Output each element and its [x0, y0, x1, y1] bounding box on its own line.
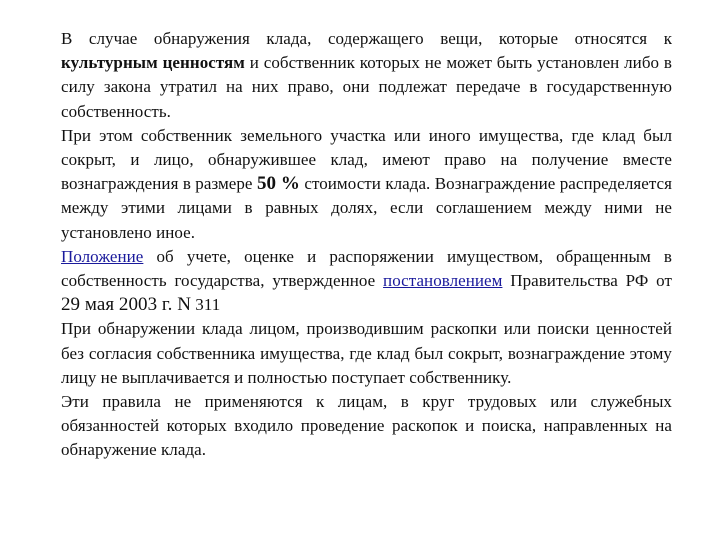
- paragraph-cultural-values: [61, 27, 672, 124]
- paragraph-3-text-start: об учете, оценке и распоряжении имуществом, обращенным в собственность государства, утвержденное: [61, 246, 672, 291]
- paragraph-exceptions: Эти правила не применяются к лицам, в круг трудовых или служебных обязанностей которых входило проведение раскопок и поиска, направленных на обнаружение клада.: [61, 392, 672, 460]
- resolution-date: 29 мая 2003 г. N: [61, 294, 191, 316]
- paragraph-2-text-end: стоимости клада. Вознаграждение распределяется между этими лицами в равных долях, если соглашением между ними не установлено иное.: [61, 174, 673, 242]
- paragraph-1-text-end: и собственник которых не может быть установлен либо в силу закона утратил на них право, они подлежат передаче в государственную собственность.: [61, 53, 672, 121]
- reward-percent: 50 %: [256, 173, 300, 195]
- resolution-number: 311: [191, 295, 221, 315]
- document-body: [61, 27, 672, 463]
- paragraph-3-text-middle: Правительства РФ от: [502, 271, 672, 291]
- paragraph-2-text-start: При этом собственник земельного участка или иного имущества, где клад был сокрыт, и лицо, обнаружившее клад, имеют право на получение вместе вознаграждения в размере: [61, 125, 672, 194]
- regulation-link[interactable]: Положение: [61, 246, 144, 266]
- paragraph-1-text-start: В случае обнаружения клада, содержащего вещи, которые относятся к: [61, 29, 672, 48]
- bold-term-cultural-values: культурным ценностям: [61, 53, 245, 73]
- paragraph-regulation: [61, 245, 672, 318]
- resolution-link[interactable]: постановлением: [383, 271, 503, 291]
- paragraph-unauthorized-search: При обнаружении клада лицом, производившим раскопки или поиски ценностей без согласия собственника имущества, где клад был сокрыт, вознаграждение этому лицу не выплачивается и полностью поступает собственнику.: [61, 319, 672, 387]
- paragraph-reward: [61, 124, 672, 245]
